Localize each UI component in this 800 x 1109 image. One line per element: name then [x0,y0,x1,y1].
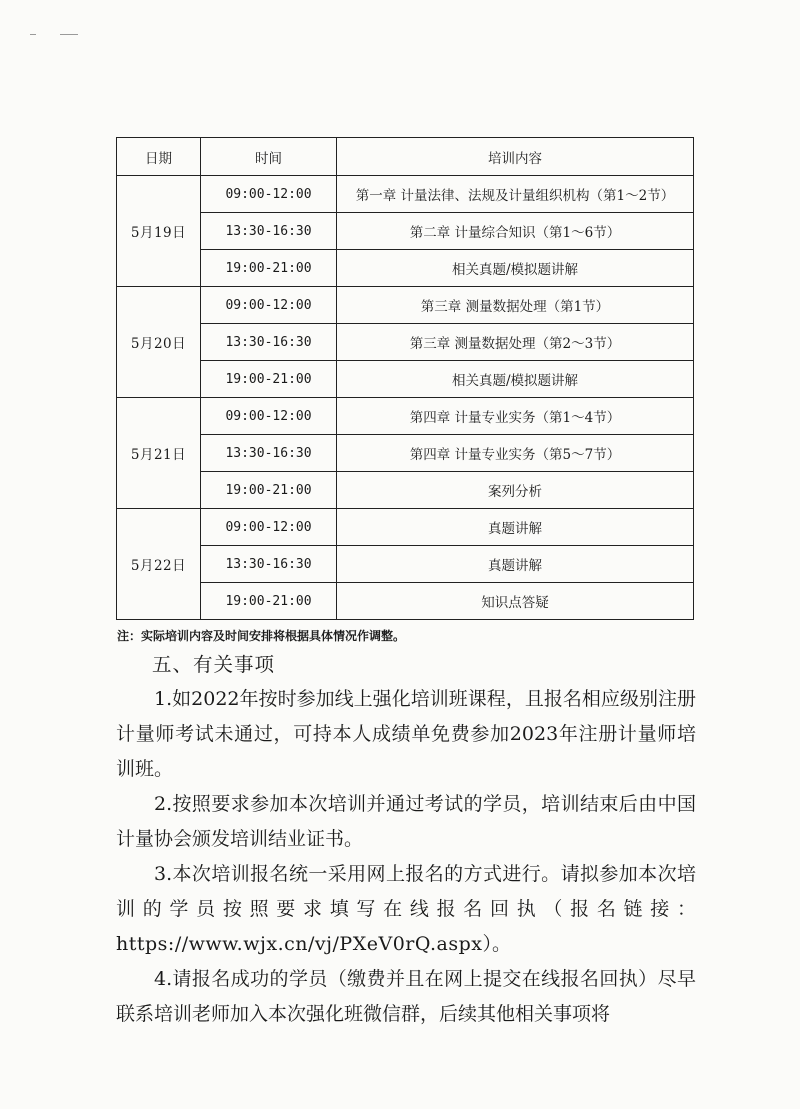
content-cell: 第一章 计量法律、法规及计量组织机构（第1～2节） [337,176,694,213]
header-date: 日期 [117,138,201,176]
date-cell: 5月22日 [117,509,201,620]
date-cell: 5月21日 [117,398,201,509]
time-cell: 09:00-12:00 [201,509,337,546]
content-cell: 第三章 测量数据处理（第1节） [337,287,694,324]
scan-mark [30,34,36,35]
paragraph-1: 1.如2022年按时参加线上强化培训班课程，且报名相应级别注册计量师考试未通过，可持本人成绩单免费参加2023年注册计量师培训班。 [116,688,696,780]
time-cell: 19:00-21:00 [201,472,337,509]
time-cell: 13:30-16:30 [201,546,337,583]
time-cell: 19:00-21:00 [201,583,337,620]
time-cell: 19:00-21:00 [201,250,337,287]
paragraph-3 [116,857,696,962]
time-cell: 19:00-21:00 [201,361,337,398]
content-cell: 相关真题/模拟题讲解 [337,361,694,398]
table-row [117,361,694,398]
content-cell: 第四章 计量专业实务（第1～4节） [337,398,694,435]
paragraph-3-suffix: ）。 [482,933,512,955]
content-cell: 第四章 计量专业实务（第5～7节） [337,435,694,472]
time-cell: 13:30-16:30 [201,435,337,472]
time-cell: 09:00-12:00 [201,176,337,213]
table-row [117,546,694,583]
time-cell: 13:30-16:30 [201,213,337,250]
header-content: 培训内容 [337,138,694,176]
content-cell: 真题讲解 [337,546,694,583]
content-cell: 案列分析 [337,472,694,509]
section-body [116,682,696,1032]
training-schedule-table [116,137,694,620]
table-row [117,435,694,472]
time-cell: 09:00-12:00 [201,398,337,435]
date-cell: 5月20日 [117,287,201,398]
section-heading: 五、有关事项 [152,653,276,676]
table-row [117,472,694,509]
time-cell: 09:00-12:00 [201,287,337,324]
paragraph-2: 2.按照要求参加本次培训并通过考试的学员，培训结束后由中国计量协会颁发培训结业证书。 [116,793,696,850]
table-row [117,324,694,361]
table-row [117,213,694,250]
table-row [117,509,694,546]
content-cell: 第三章 测量数据处理（第2～3节） [337,324,694,361]
time-cell: 13:30-16:30 [201,324,337,361]
paragraph-3-text: 3.本次培训报名统一采用网上报名的方式进行。请拟参加本次培训的学员按照要求填写在线报名回执（报名链接： [116,863,696,920]
table-note: 注：实际培训内容及时间安排将根据具体情况作调整。 [117,629,406,643]
content-cell: 第二章 计量综合知识（第1～6节） [337,213,694,250]
table-row [117,250,694,287]
table-header-row [117,138,694,176]
table-row [117,583,694,620]
content-cell: 真题讲解 [337,509,694,546]
paragraph-4: 4.请报名成功的学员（缴费并且在网上提交在线报名回执）尽早联系培训老师加入本次强化班微信群，后续其他相关事项将 [116,968,696,1025]
table-row [117,287,694,324]
table-row [117,398,694,435]
scan-mark [60,34,78,35]
registration-link[interactable]: https://www.wjx.cn/vj/PXeV0rQ.aspx [116,933,483,955]
table-row [117,176,694,213]
date-cell: 5月19日 [117,176,201,287]
header-time: 时间 [201,138,337,176]
content-cell: 相关真题/模拟题讲解 [337,250,694,287]
content-cell: 知识点答疑 [337,583,694,620]
